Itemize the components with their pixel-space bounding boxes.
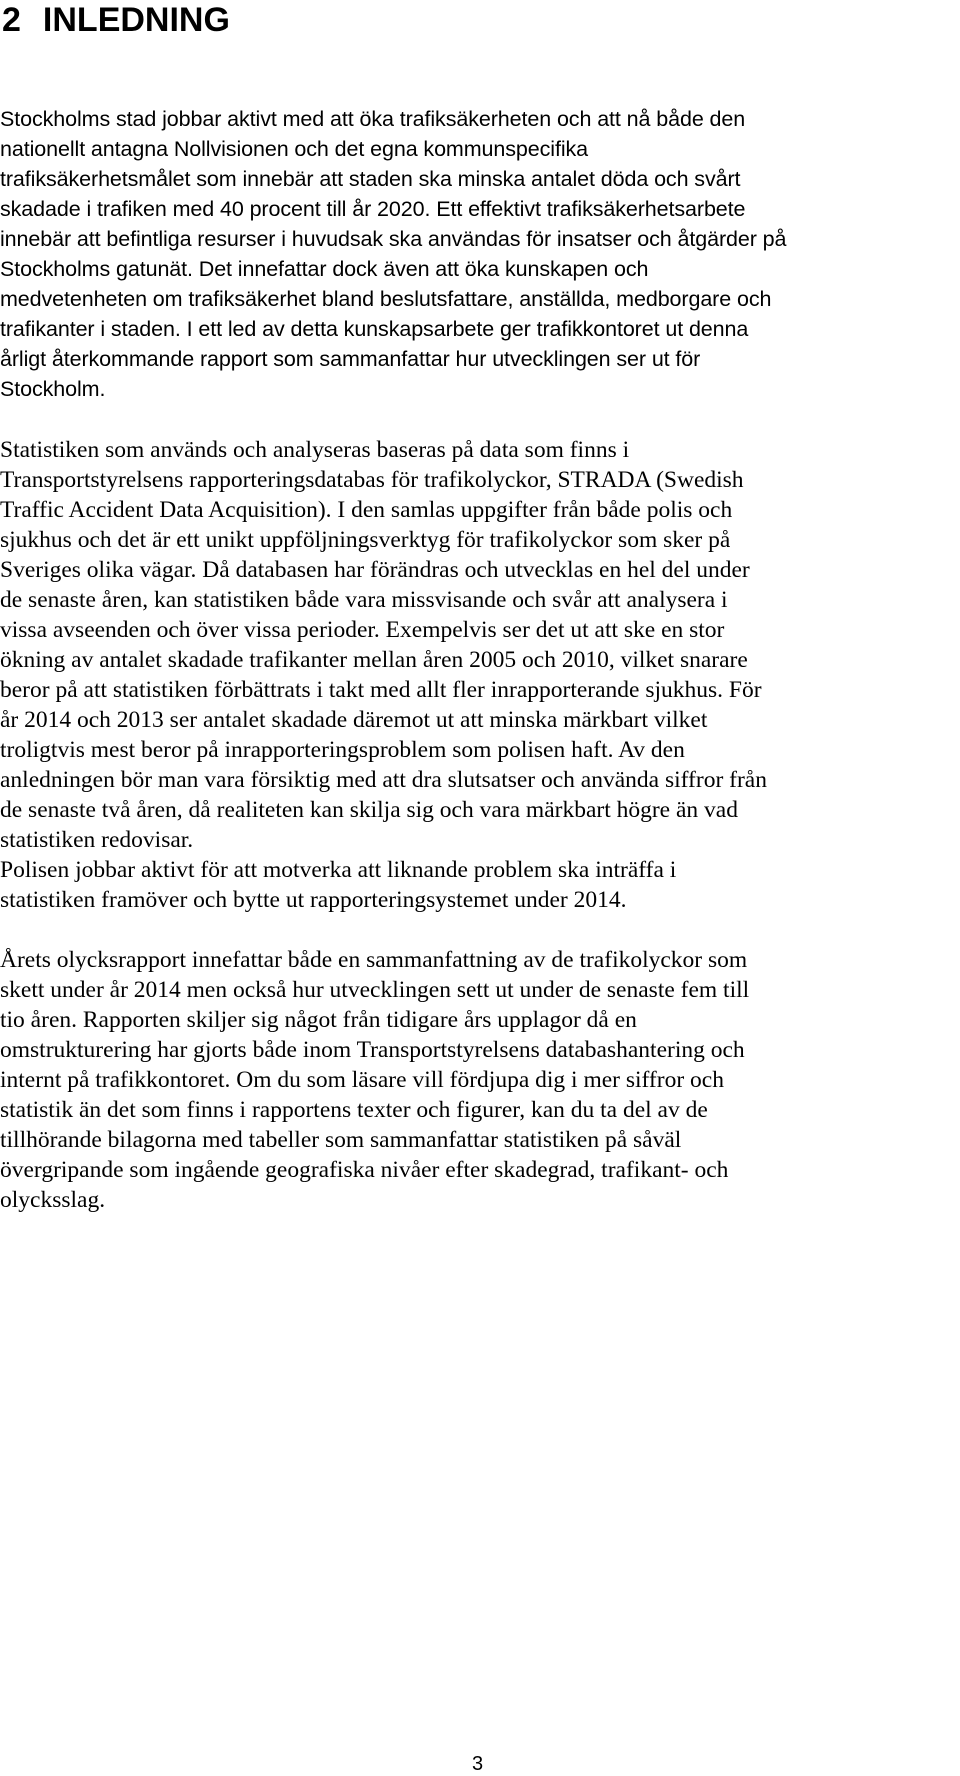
text-line: beror på att statistiken förbättrats i takt med allt fler inrapporterande sjukhus. För xyxy=(0,677,762,703)
text-line: övergripande som ingående geografiska nivåer efter skadegrad, trafikant- och xyxy=(0,1157,729,1183)
text-line: ökning av antalet skadade trafikanter mellan åren 2005 och 2010, vilket snarare xyxy=(0,647,748,673)
text-line: anledningen bör man vara försiktig med att dra slutsatser och använda siffror från xyxy=(0,767,767,793)
text-line: skadade i trafiken med 40 procent till år 2020. Ett effektivt trafiksäkerhetsarbete xyxy=(0,197,746,221)
text-line: innebär att befintliga resurser i huvudsak ska användas för insatser och åtgärder på xyxy=(0,227,787,251)
text-line: sjukhus och det är ett unikt uppföljningsverktyg för trafikolyckor som sker på xyxy=(0,527,731,553)
text-line: Traffic Accident Data Acquisition). I den samlas uppgifter från både polis och xyxy=(0,497,733,523)
text-line: vissa avseenden och över vissa perioder. Exempelvis ser det ut att ske en stor xyxy=(0,617,725,643)
text-line: år 2014 och 2013 ser antalet skadade däremot ut att minska märkbart vilket xyxy=(0,707,708,733)
text-line: Stockholm. xyxy=(0,377,106,401)
page-number: 3 xyxy=(472,1753,484,1775)
text-line: tio åren. Rapporten skiljer sig något från tidigare års upplagor då en xyxy=(0,1007,637,1033)
section-heading xyxy=(2,0,230,40)
text-line: medvetenheten om trafiksäkerhet bland beslutsfattare, anställda, medborgare och xyxy=(0,287,772,311)
text-line: omstrukturering har gjorts både inom Transportstyrelsens databashantering och xyxy=(0,1037,745,1063)
section-number: 2 xyxy=(2,1,21,39)
text-line: de senaste två åren, då realiteten kan skilja sig och vara märkbart högre än vad xyxy=(0,797,738,823)
text-line: olycksslag. xyxy=(0,1187,106,1213)
text-line: Stockholms stad jobbar aktivt med att öka trafiksäkerheten och att nå både den xyxy=(0,107,746,131)
text-line: Sveriges olika vägar. Då databasen har förändras och utvecklas en hel del under xyxy=(0,557,750,583)
text-line: de senaste åren, kan statistiken både vara missvisande och svår att analysera i xyxy=(0,587,728,613)
text-line: Stockholms gatunät. Det innefattar dock även att öka kunskapen och xyxy=(0,257,649,281)
text-line: internt på trafikkontoret. Om du som läsare vill fördjupa dig i mer siffror och xyxy=(0,1067,724,1093)
text-line: trafiksäkerhetsmålet som innebär att staden ska minska antalet döda och svårt xyxy=(0,167,741,191)
text-line: Statistiken som används och analyseras baseras på data som finns i xyxy=(0,437,630,463)
text-line: troligtvis mest beror på inrapporteringsproblem som polisen haft. Av den xyxy=(0,737,685,763)
text-line: skett under år 2014 men också hur utvecklingen sett ut under de senaste fem till xyxy=(0,977,750,1003)
text-line: statistiken framöver och bytte ut rapporteringsystemet under 2014. xyxy=(0,887,627,913)
text-line: Årets olycksrapport innefattar både en sammanfattning av de trafikolyckor som xyxy=(0,947,748,973)
text-line: nationellt antagna Nollvisionen och det egna kommunspecifika xyxy=(0,137,589,161)
text-line: tillhörande bilagorna med tabeller som sammanfattar statistiken på såväl xyxy=(0,1127,682,1153)
text-line: statistiken redovisar. xyxy=(0,827,194,853)
text-line: Polisen jobbar aktivt för att motverka att liknande problem ska inträffa i xyxy=(0,857,677,883)
section-title: INLEDNING xyxy=(42,1,230,39)
text-line: årligt återkommande rapport som sammanfattar hur utvecklingen ser ut för xyxy=(0,347,701,371)
text-line: statistik än det som finns i rapportens texter och figurer, kan du ta del av de xyxy=(0,1097,708,1123)
text-line: Transportstyrelsens rapporteringsdatabas för trafikolyckor, STRADA (Swedish xyxy=(0,467,744,493)
text-line: trafikanter i staden. I ett led av detta kunskapsarbete ger trafikkontoret ut denna xyxy=(0,317,749,341)
